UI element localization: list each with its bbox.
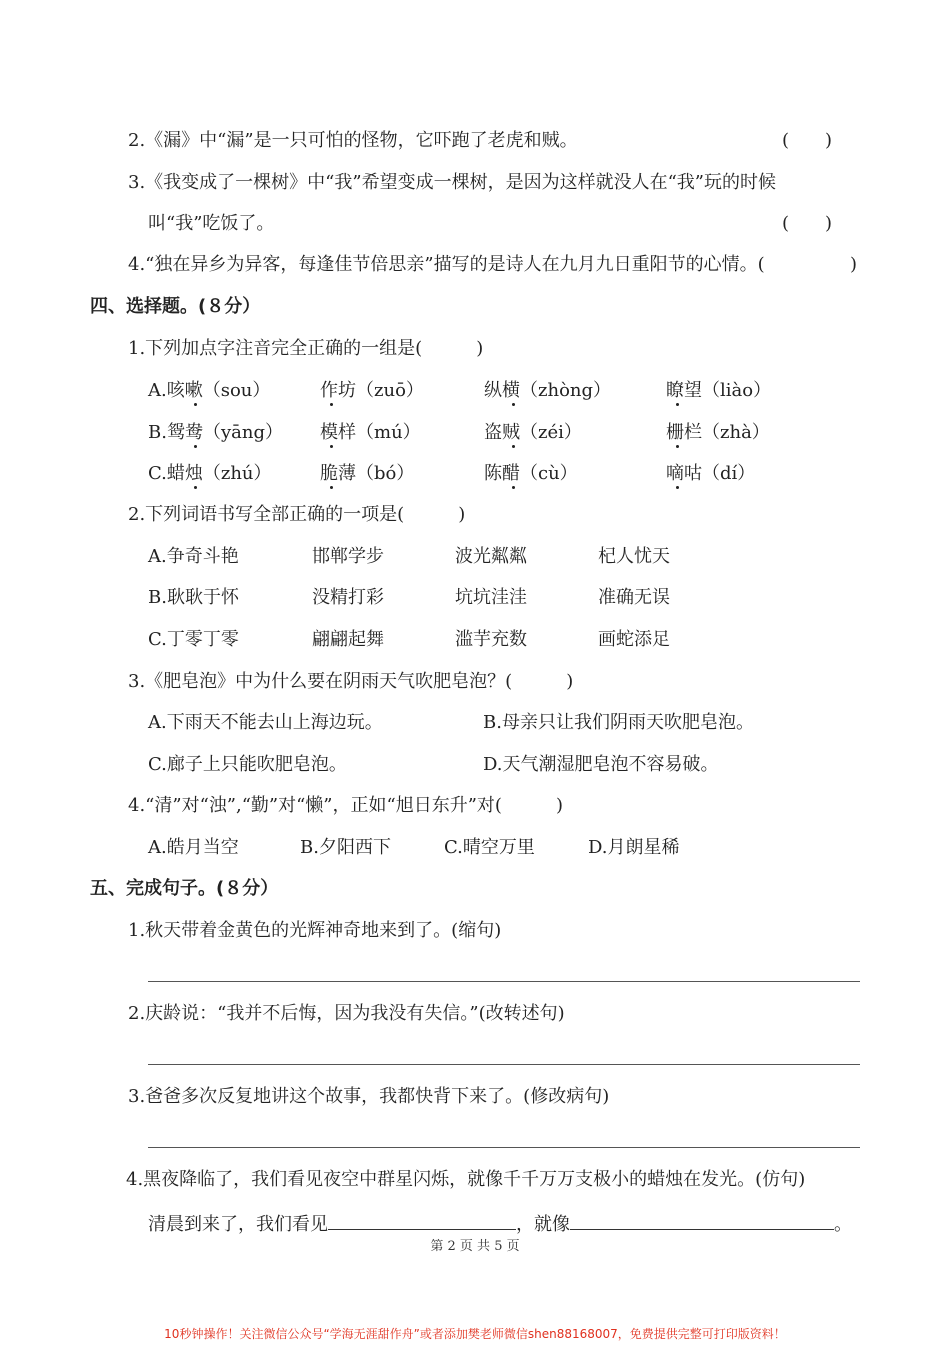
emphasis-dot — [676, 486, 679, 489]
q4-stem: 4.“清”对“浊”,“勤”对“懒”，正如“旭日东升”对( ) — [128, 795, 563, 816]
emphasis-dot — [330, 445, 333, 448]
q2-option-a4: 杞人忧天 — [598, 546, 670, 567]
page-number: 第 2 页 共 5 页 — [430, 1239, 520, 1254]
q1-option-c4: 嘀咕（dí） — [666, 463, 756, 484]
q3-option-a: A.下雨天不能去山上海边玩。 — [148, 712, 383, 733]
imitation-part-1: 清晨到来了，我们看见 — [148, 1214, 328, 1235]
answer-line-1[interactable] — [148, 981, 860, 982]
q4-option-b: B.夕阳西下 — [300, 837, 391, 858]
q2-option-b2: 没精打彩 — [312, 587, 384, 608]
q3-option-c: C.廊子上只能吹肥皂泡。 — [148, 754, 347, 775]
q1-option-b4: 栅栏（zhà） — [666, 422, 770, 443]
q1-option-c3: 陈醋（cù） — [484, 463, 578, 484]
q3-option-b: B.母亲只让我们阴雨天吹肥皂泡。 — [483, 712, 754, 733]
sentence-item-3: 3.爸爸多次反复地讲这个故事，我都快背下来了。(修改病句) — [128, 1086, 610, 1107]
answer-line-3[interactable] — [148, 1147, 860, 1148]
q4-option-c: C.晴空万里 — [444, 837, 535, 858]
answer-line-2[interactable] — [148, 1064, 860, 1065]
judge-answer-3: ( ) — [782, 213, 833, 234]
q1-option-a3: 纵横（zhòng） — [484, 380, 612, 401]
q2-option-b3: 坑坑洼洼 — [455, 587, 527, 608]
imitation-end: 。 — [834, 1214, 852, 1235]
q4-option-a: A.皓月当空 — [148, 837, 239, 858]
emphasis-dot — [512, 486, 515, 489]
q2-option-a3: 波光粼粼 — [455, 546, 527, 567]
q2-option-a1: A.争奇斗艳 — [148, 546, 239, 567]
q1-option-a1: A.咳嗽（sou） — [148, 380, 271, 401]
q2-option-b1: B.耿耿于怀 — [148, 587, 239, 608]
emphasis-dot — [512, 445, 515, 448]
sentence-item-4: 4.黑夜降临了，我们看见夜空中群星闪烁，就像千千万万支极小的蜡烛在发光。(仿句) — [126, 1169, 806, 1190]
q3-option-d: D.天气潮湿肥皂泡不容易破。 — [483, 754, 719, 775]
q2-stem: 2.下列词语书写全部正确的一项是( ) — [128, 504, 466, 525]
q1-stem: 1.下列加点字注音完全正确的一组是( ) — [128, 338, 484, 359]
sentence-item-1: 1.秋天带着金黄色的光辉神奇地来到了。(缩句) — [128, 920, 502, 941]
fill-blank-2[interactable] — [570, 1211, 834, 1230]
emphasis-dot — [676, 403, 679, 406]
judge-item-3: 3.《我变成了一棵树》中“我”希望变成一棵树，是因为这样就没人在“我”玩的时候 — [128, 172, 776, 193]
imitation-sentence — [148, 1211, 852, 1236]
q1-option-a2: 作坊（zuō） — [320, 380, 424, 401]
judge-item-4: 4.“独在异乡为异客，每逢佳节倍思亲”描写的是诗人在九月九日重阳节的心情。( — [128, 254, 765, 275]
q1-option-b1: B.鸳鸯（yāng） — [148, 422, 283, 443]
q1-option-b3: 盗贼（zéi） — [484, 422, 582, 443]
sentence-item-2: 2.庆龄说：“我并不后悔，因为我没有失信。”(改转述句) — [128, 1003, 565, 1024]
section-5-title: 五、完成句子。(８分） — [90, 878, 279, 899]
emphasis-dot — [194, 486, 197, 489]
emphasis-dot — [194, 403, 197, 406]
q2-option-a2: 邯郸学步 — [312, 546, 384, 567]
q1-option-b2: 模样（mú） — [320, 422, 421, 443]
q3-stem: 3.《肥皂泡》中为什么要在阴雨天气吹肥皂泡？( ) — [128, 671, 574, 692]
imitation-part-2: ，就像 — [516, 1214, 570, 1235]
q2-option-b4: 准确无误 — [598, 587, 670, 608]
judge-answer-4: ) — [850, 254, 858, 275]
emphasis-dot — [512, 403, 515, 406]
q2-option-c1: C.丁零丁零 — [148, 629, 239, 650]
q1-option-c2: 脆薄（bó） — [320, 463, 415, 484]
q1-option-a4: 瞭望（liào） — [666, 380, 772, 401]
emphasis-dot — [330, 486, 333, 489]
judge-item-3-continued: 叫“我”吃饭了。 — [148, 213, 275, 234]
emphasis-dot — [676, 445, 679, 448]
section-4-title: 四、选择题。(８分） — [90, 296, 261, 317]
emphasis-dot — [330, 403, 333, 406]
fill-blank-1[interactable] — [328, 1211, 516, 1230]
q2-option-c4: 画蛇添足 — [598, 629, 670, 650]
q2-option-c3: 滥芋充数 — [455, 629, 527, 650]
q4-option-d: D.月朗星稀 — [588, 837, 680, 858]
judge-item-2: 2.《漏》中“漏”是一只可怕的怪物，它吓跑了老虎和贼。 — [128, 130, 578, 151]
q2-option-c2: 翩翩起舞 — [312, 629, 384, 650]
promo-banner: 10秒钟操作！关注微信公众号“学海无涯甜作舟”或者添加樊老师微信shen88168007，免费提供完整可打印版资料！ — [164, 1327, 786, 1341]
emphasis-dot — [194, 445, 197, 448]
judge-answer-2: ( ) — [782, 130, 833, 151]
q1-option-c1: C.蜡烛（zhú） — [148, 463, 272, 484]
